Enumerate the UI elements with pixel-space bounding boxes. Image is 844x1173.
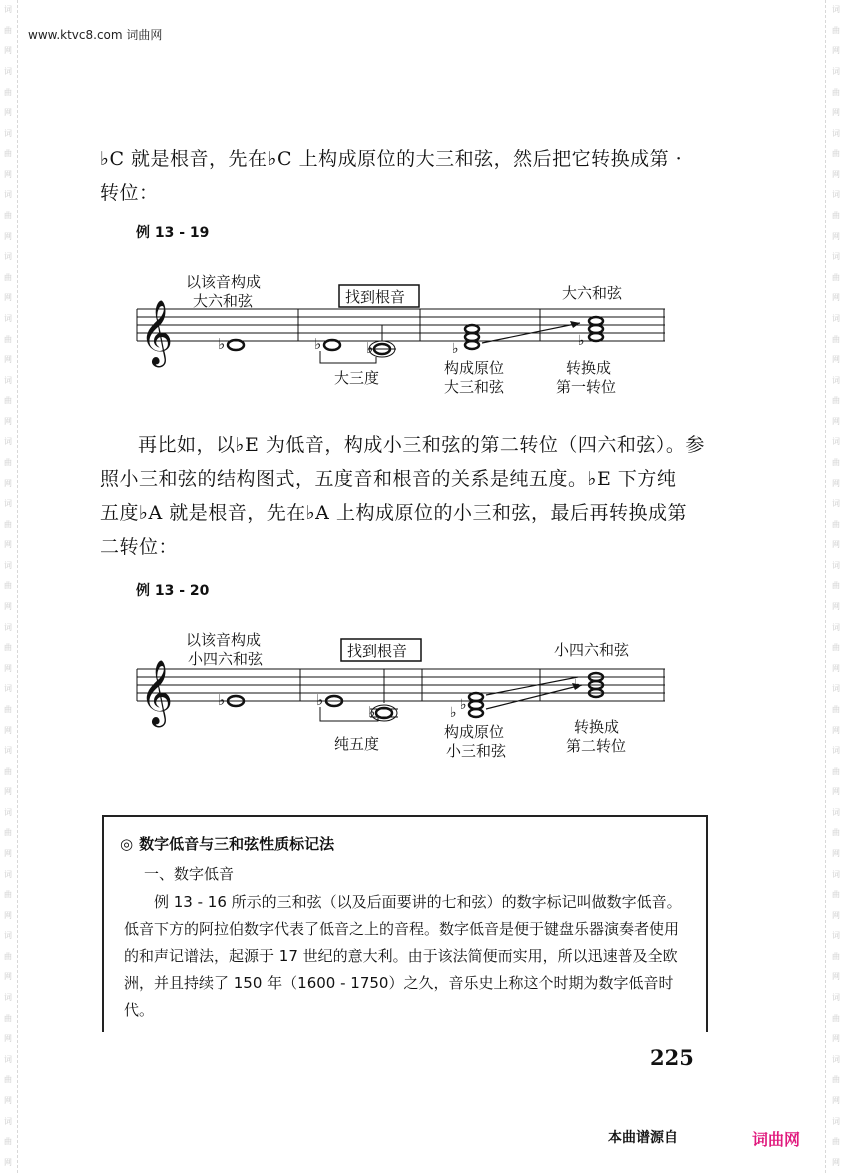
watermark-glyph: 网 xyxy=(832,169,840,179)
example20-top-label-2: 小四六和弦 xyxy=(188,650,264,668)
example20-convert-label-2: 第二转位 xyxy=(566,737,627,755)
example19-construct-label-1: 构成原位 xyxy=(444,359,505,377)
example20-construct-label-1: 构成原位 xyxy=(444,723,505,741)
watermark-glyph: 网 xyxy=(4,293,12,303)
example19-convert-label-2: 第一转位 xyxy=(556,378,617,396)
watermark-glyph: 网 xyxy=(832,910,840,920)
box-title-text: 数字低音与三和弦性质标记法 xyxy=(139,835,335,853)
watermark-glyph: 词 xyxy=(832,67,840,77)
root-position-chord-icon xyxy=(450,693,483,721)
svg-text:♭: ♭ xyxy=(578,333,585,349)
example19-convert-label-1: 转换成 xyxy=(566,359,612,377)
watermark-glyph: 曲 xyxy=(4,149,12,159)
arrow-line xyxy=(486,685,582,709)
watermark-glyph: 曲 xyxy=(832,149,840,159)
watermark-glyph: 网 xyxy=(832,46,840,56)
watermark-glyph: 曲 xyxy=(4,581,12,591)
watermark-glyph: 网 xyxy=(4,231,12,241)
watermark-glyph: 曲 xyxy=(4,643,12,653)
watermark-glyph: 曲 xyxy=(832,458,840,467)
watermark-glyph: 网 xyxy=(4,1157,12,1167)
watermark-glyph: 网 xyxy=(832,108,840,118)
watermark-glyph: 网 xyxy=(832,848,840,858)
watermark-glyph: 词 xyxy=(4,1116,12,1126)
watermark-glyph: 网 xyxy=(4,1034,12,1044)
watermark-glyph: 曲 xyxy=(832,890,840,900)
watermark-glyph: 词 xyxy=(4,128,12,138)
flat-icon: ♭ xyxy=(368,703,376,721)
intro-line-1: ♭C 就是根音，先在♭C 上构成原位的大三和弦，然后把它转换成第 · xyxy=(100,148,683,170)
watermark-glyph: 词 xyxy=(4,190,12,200)
watermark-glyph: 词 xyxy=(832,1116,840,1126)
intro-line-2: 转位： xyxy=(100,182,159,204)
watermark-glyph: 曲 xyxy=(4,519,12,529)
watermark-glyph: 词 xyxy=(4,746,12,756)
watermark-glyph: 网 xyxy=(832,1157,840,1167)
flat-icon: ♭ xyxy=(218,335,226,353)
watermark-glyph: 网 xyxy=(832,416,840,426)
example-13-19-label: 例 13 - 19 xyxy=(136,225,210,241)
watermark-glyph: 词 xyxy=(4,5,12,15)
watermark-glyph: 曲 xyxy=(832,1013,840,1023)
box-subtitle: 一、数字低音 xyxy=(144,865,235,883)
middle-line-4: 二转位： xyxy=(100,536,179,558)
site-header: www.ktvc8.com 词曲网 xyxy=(28,28,163,42)
watermark-glyph: 词 xyxy=(832,190,840,200)
watermark-glyph: 曲 xyxy=(4,396,12,406)
watermark-glyph: 曲 xyxy=(832,396,840,406)
watermark-glyph: 网 xyxy=(832,725,840,735)
treble-clef-icon: 𝄞 xyxy=(140,660,174,725)
watermark-glyph: 网 xyxy=(4,355,12,365)
watermark-glyph: 网 xyxy=(832,478,840,488)
watermark-glyph: 词 xyxy=(832,499,840,509)
watermark-glyph: 网 xyxy=(4,910,12,920)
watermark-glyph: 网 xyxy=(832,663,840,673)
figured-bass-box xyxy=(102,815,708,1032)
watermark-glyph: 词 xyxy=(832,807,840,817)
watermark-glyph: 曲 xyxy=(4,1137,12,1147)
watermark-glyph: 网 xyxy=(4,725,12,735)
watermark-glyph: 词 xyxy=(832,622,840,632)
flat-icon: ♭ xyxy=(218,691,226,709)
watermark-glyph: 曲 xyxy=(4,828,12,838)
watermark-glyph: 曲 xyxy=(4,1013,12,1023)
example20-interval-label: 纯五度 xyxy=(334,735,380,753)
right-watermark-column xyxy=(829,0,843,1173)
example20-convert-label-1: 转换成 xyxy=(574,718,620,736)
watermark-glyph: 曲 xyxy=(832,519,840,529)
watermark-glyph: 网 xyxy=(832,231,840,241)
footer-brand: 词曲网 xyxy=(752,1130,801,1149)
arrow-line-2 xyxy=(486,677,578,695)
watermark-glyph: 词 xyxy=(832,931,840,941)
watermark-glyph: 网 xyxy=(4,848,12,858)
example20-top-label-1: 以该音构成 xyxy=(186,631,262,649)
example19-top-label-1: 以该音构成 xyxy=(186,273,262,291)
watermark-glyph: 网 xyxy=(4,169,12,179)
watermark-glyph: 词 xyxy=(4,313,12,323)
watermark-glyph: 词 xyxy=(832,252,840,262)
example19-construct-label-2: 大三和弦 xyxy=(444,378,505,396)
watermark-glyph: 曲 xyxy=(4,211,12,221)
box-title xyxy=(120,833,334,854)
watermark-glyph: 网 xyxy=(4,663,12,673)
watermark-glyph: 网 xyxy=(4,602,12,612)
watermark-glyph: 词 xyxy=(832,375,840,385)
watermark-glyph: 曲 xyxy=(832,951,840,961)
watermark-glyph: 词 xyxy=(4,869,12,879)
watermark-glyph: 曲 xyxy=(832,643,840,653)
middle-line-2: 照小三和弦的结构图式，五度音和根音的关系是纯五度。♭E 下方纯 xyxy=(100,468,677,490)
watermark-glyph: 词 xyxy=(4,622,12,632)
watermark-glyph: 词 xyxy=(832,1054,840,1064)
watermark-glyph: 曲 xyxy=(4,1075,12,1085)
watermark-glyph: 网 xyxy=(4,972,12,982)
watermark-glyph: 网 xyxy=(4,540,12,550)
watermark-glyph: 网 xyxy=(4,787,12,797)
watermark-glyph: 词 xyxy=(832,684,840,694)
intro-paragraph xyxy=(100,142,710,210)
svg-text:♭: ♭ xyxy=(450,705,457,721)
watermark-glyph: 词 xyxy=(4,499,12,509)
watermark-glyph: 曲 xyxy=(4,890,12,900)
svg-text:♭: ♭ xyxy=(452,341,459,357)
watermark-glyph: 网 xyxy=(832,1095,840,1105)
example20-result-label: 小四六和弦 xyxy=(554,641,630,659)
watermark-glyph: 曲 xyxy=(832,704,840,714)
watermark-glyph: 词 xyxy=(4,252,12,262)
watermark-glyph: 网 xyxy=(832,540,840,550)
watermark-glyph: 曲 xyxy=(4,704,12,714)
middle-line-3: 五度♭A 就是根音，先在♭A 上构成原位的小三和弦，最后再转换成第 xyxy=(100,502,687,524)
watermark-glyph: 曲 xyxy=(832,334,840,344)
left-margin-guide xyxy=(17,0,18,1173)
watermark-glyph: 曲 xyxy=(832,1137,840,1147)
watermark-glyph: 词 xyxy=(832,560,840,570)
watermark-glyph: 曲 xyxy=(832,766,840,776)
right-margin-guide xyxy=(825,0,826,1173)
watermark-glyph: 网 xyxy=(832,355,840,365)
watermark-glyph: 词 xyxy=(832,5,840,15)
svg-text:♭: ♭ xyxy=(460,697,467,713)
flat-icon: ♭ xyxy=(314,335,322,353)
watermark-glyph: 曲 xyxy=(4,766,12,776)
watermark-glyph: 词 xyxy=(832,128,840,138)
example20-find-root: 找到根音 xyxy=(347,642,408,660)
watermark-glyph: 网 xyxy=(4,1095,12,1105)
watermark-glyph: 曲 xyxy=(832,581,840,591)
watermark-glyph: 网 xyxy=(832,972,840,982)
watermark-glyph: 词 xyxy=(832,437,840,447)
watermark-glyph: 曲 xyxy=(4,25,12,35)
watermark-glyph: 网 xyxy=(832,602,840,612)
example19-interval-label: 大三度 xyxy=(334,369,380,387)
watermark-glyph: 曲 xyxy=(4,272,12,282)
watermark-glyph: 词 xyxy=(832,993,840,1003)
watermark-glyph: 词 xyxy=(4,993,12,1003)
flat-icon: ♭ xyxy=(316,691,324,709)
watermark-glyph: 曲 xyxy=(832,828,840,838)
page-number: 225 xyxy=(650,1045,694,1070)
watermark-glyph: 曲 xyxy=(832,25,840,35)
watermark-glyph: 词 xyxy=(4,67,12,77)
watermark-glyph: 网 xyxy=(832,1034,840,1044)
watermark-glyph: 曲 xyxy=(4,87,12,97)
watermark-glyph: 词 xyxy=(4,807,12,817)
example19-find-root: 找到根音 xyxy=(345,288,406,306)
watermark-glyph: 曲 xyxy=(832,272,840,282)
watermark-glyph: 曲 xyxy=(832,87,840,97)
footer-source: 本曲谱源自 xyxy=(608,1130,678,1146)
example-13-20-staff xyxy=(0,622,844,765)
flat-icon: ♭ xyxy=(366,339,374,357)
watermark-glyph: 曲 xyxy=(4,458,12,467)
box-body: 例 13 - 16 所示的三和弦（以及后面要讲的七和弦）的数字标记叫做数字低音。低音下方的阿拉伯数字代表了低音之上的音程。数字低音是便于键盘乐器演奏者使用的和声记谱法，起源于 17 世纪的意大利。由于该法简便而实用，所以迅速普及全欧洲，并且持续了 150 年（1600 - 1750）之久，音乐史上称这个时期为数字低音时代。 xyxy=(124,893,682,1019)
watermark-glyph: 词 xyxy=(832,746,840,756)
watermark-glyph: 曲 xyxy=(832,1075,840,1085)
watermark-glyph: 词 xyxy=(4,684,12,694)
watermark-glyph: 词 xyxy=(4,560,12,570)
watermark-glyph: 网 xyxy=(832,787,840,797)
treble-clef-icon: 𝄞 xyxy=(140,300,174,365)
watermark-glyph: 网 xyxy=(4,416,12,426)
watermark-glyph: 词 xyxy=(4,1054,12,1064)
left-watermark-column xyxy=(1,0,15,1173)
watermark-glyph: 网 xyxy=(4,478,12,488)
watermark-glyph: 曲 xyxy=(4,951,12,961)
example-13-19-staff xyxy=(0,265,844,405)
watermark-glyph: 网 xyxy=(4,46,12,56)
watermark-glyph: 词 xyxy=(832,869,840,879)
bullet-icon: ◎ xyxy=(120,835,134,853)
example19-result-label: 大六和弦 xyxy=(562,284,623,302)
watermark-glyph: 词 xyxy=(832,313,840,323)
watermark-glyph: 曲 xyxy=(4,334,12,344)
watermark-glyph: 网 xyxy=(4,108,12,118)
example20-construct-label-2: 小三和弦 xyxy=(446,742,507,760)
watermark-glyph: 词 xyxy=(4,437,12,447)
middle-paragraph xyxy=(100,428,710,564)
example19-top-label-2: 大六和弦 xyxy=(193,292,254,310)
watermark-glyph: 词 xyxy=(4,375,12,385)
watermark-glyph: 曲 xyxy=(832,211,840,221)
watermark-glyph: 网 xyxy=(832,293,840,303)
middle-line-1: 再比如，以♭E 为低音，构成小三和弦的第二转位（四六和弦）。参 xyxy=(138,434,705,456)
example-13-20-label: 例 13 - 20 xyxy=(136,583,210,599)
watermark-glyph: 词 xyxy=(4,931,12,941)
